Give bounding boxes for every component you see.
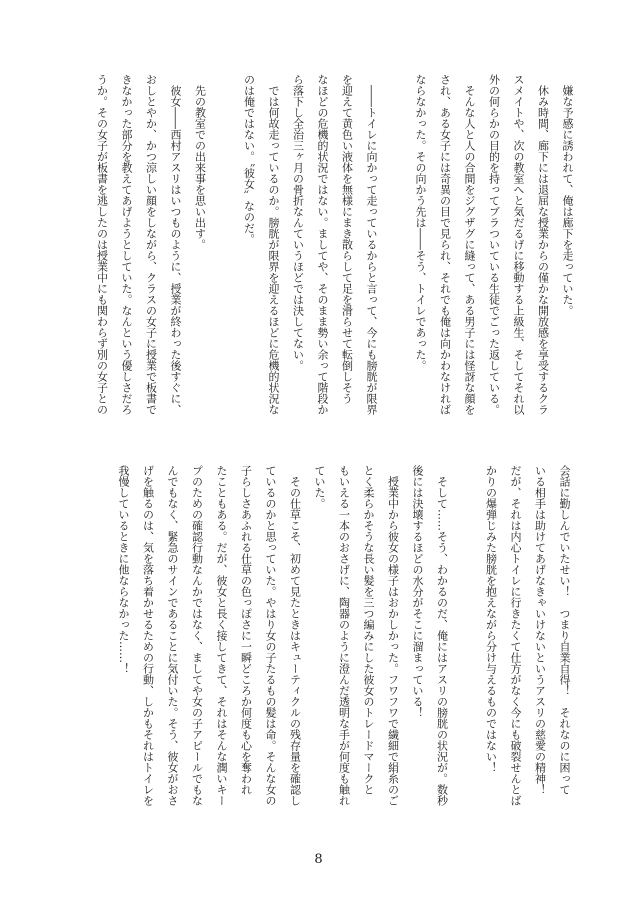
text-line: 会話に勤しんでいたせい！ つまり自業自得！ それなのに困って	[558, 465, 571, 795]
text-line: その仕草こそ、初めて見たときはキューティクルの残存量を確認し	[288, 465, 302, 806]
text-line: とく柔らかそうな長い髪を三つ編みにした彼女のトレードマークと	[362, 465, 375, 795]
text-line: そんな人と人の合間をジグザグに縫って、ある男子には怪訝な顔を	[463, 74, 476, 415]
text-line: ――トイレに向かって走っているからと言って、今にも膀胱が限界	[365, 74, 378, 415]
text-line: 彼女――西村アスリはいつものように、授業が終わった後すぐに、	[169, 74, 182, 415]
paragraph-group	[408, 74, 580, 418]
text-line: 我慢しているときに他ならなかった……！	[117, 465, 130, 674]
text-line: だが、それは内心トイレに行きたくて仕方がなく今にも破裂せんとば	[509, 465, 522, 806]
text-line: 嫌な予感に誘われて、俺は廊下を走っていた。	[561, 74, 574, 316]
text-line: 子らしさあふれる仕草の色っぽさに一瞬どころか何度も心を奪われ	[239, 465, 253, 795]
text-line: そして……そう、わかるのだ、俺にはアスリの膀胱の状況が。数秒	[435, 465, 449, 806]
text-line: げを触るのは、気を落ち着かせるための行動、しかもそれはトイレを	[141, 465, 155, 806]
text-line: 後には決壊するほどの水分がそこに溜まっている！	[411, 465, 424, 718]
text-line: ならなかった。その向かう先は――そう、トイレであった。	[414, 74, 427, 371]
text-line: 先の教室での出来事を思い出す。	[193, 74, 207, 250]
paragraph-group	[236, 74, 383, 418]
text-line: では何故走っているのか。膀胱が限界を迎えるほどに危機的状況な	[267, 74, 280, 415]
upper-text-block	[89, 74, 579, 418]
text-line: きなかった部分を教えてあげようとしていた。なんという優しさだろ	[120, 74, 133, 415]
paragraph-group	[89, 74, 212, 418]
text-line: 授業中から彼女の様子はおかしかった。フワフワで繊細で絹糸のご	[386, 465, 400, 806]
text-line: もいえる一本のおさげに、陶器のように澄んだ透明な手が何度も触れ	[337, 465, 351, 806]
text-line: 外の何らかの目的を持ってブラついている生徒でごった返している。	[487, 74, 501, 415]
paragraph-group	[478, 465, 576, 809]
lower-text-block	[111, 465, 577, 809]
text-line: かりの爆弾じみた膀胱を抱えながら分け与えるものではない！	[484, 465, 498, 773]
text-line: のは俺ではない。〝彼女〟なのだ。	[242, 74, 256, 245]
text-line: スメイトや、次の教室へと気だるげに移動する上級生、そしてそれ以	[512, 74, 525, 415]
text-line: うか。その女子が板書を逃したのは授業中にも関わらず別の女子との	[95, 74, 109, 415]
text-line: んでもなく、緊急のサインであることに気付いた。そう、彼女がおさ	[166, 465, 179, 806]
text-line: ていた。	[313, 465, 326, 509]
text-line: いる相手は助けてあげなきゃいけないというアスリの慈愛の精神！	[533, 465, 547, 795]
paragraph-group	[111, 465, 454, 809]
text-line: ているのかと思っていた。やはり女の子たるもの髪は命。そんな女の	[264, 465, 277, 806]
text-line: され、ある女子には奇異の目で見られ、それでも俺は向かわなければ	[438, 74, 452, 415]
page-number: 8	[314, 852, 323, 867]
text-line: ら落下し全治三ヶ月の骨折なんていうほどでは決してない。	[291, 74, 305, 371]
text-line: なほどの危機的状況ではない。ましてや、そのまま勢い余って階段か	[316, 74, 329, 415]
text-line: を迎えて黄色い液体を無様にまき散らして足を滑らせて転倒しそう	[340, 74, 354, 404]
text-line: おしとやか、かつ涼しい顔をしながら、クラスの女子に授業で板書で	[144, 74, 158, 415]
text-line: たこともある。だが、彼女と長く接してきて、それはそんな潤いキー	[215, 465, 228, 806]
text-line: 休み時間、廊下には退屈な授業からの僅かな開放感を享受するクラ	[536, 74, 550, 415]
text-line: プのための確認行動なんかではなく、ましてや女の子アピールでもな	[190, 465, 204, 806]
